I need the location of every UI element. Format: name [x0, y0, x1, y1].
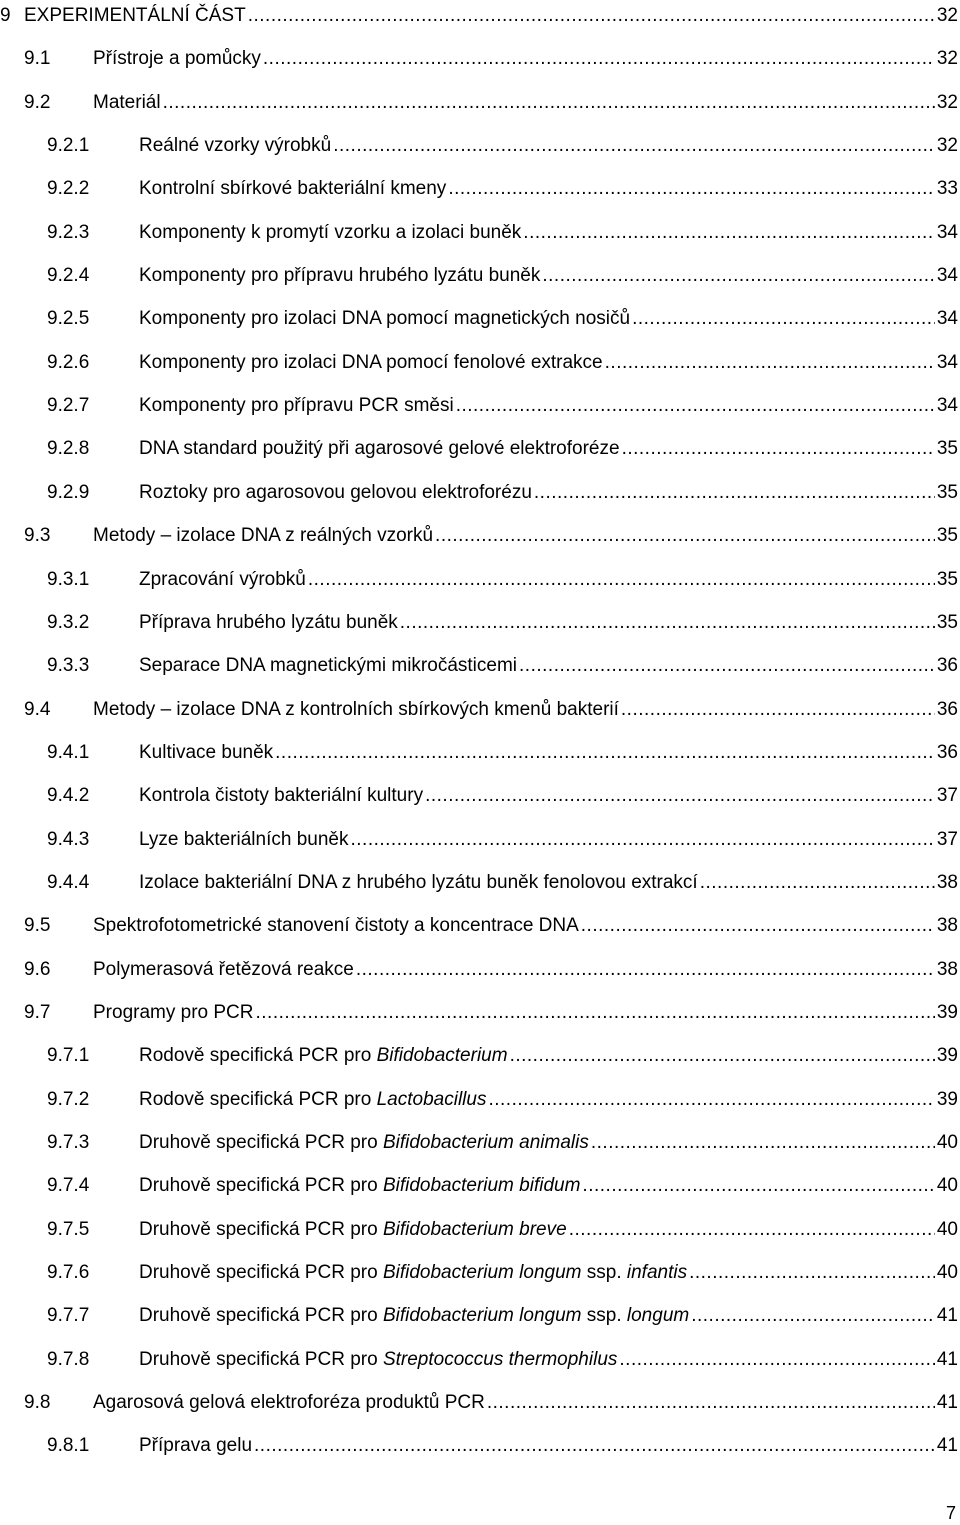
- toc-title-italic-segment: Lactobacillus: [376, 1089, 487, 1110]
- toc-entry-body: [139, 306, 958, 332]
- toc-dot-leader: [540, 263, 934, 289]
- toc-entry[interactable]: [0, 393, 958, 419]
- toc-entry-page: 37: [936, 785, 958, 806]
- toc-entry-title: [93, 957, 354, 983]
- toc-entry-number: 9.2.4: [47, 265, 90, 286]
- toc-entry-title: [139, 783, 423, 809]
- toc-title-italic-segment: Bifidobacterium longum: [382, 1262, 582, 1283]
- toc-entry-page: 41: [936, 1349, 958, 1370]
- toc-title-segment: Přístroje a pomůcky: [93, 48, 261, 69]
- toc-dot-leader: [617, 1347, 934, 1373]
- toc-entry-body: [139, 827, 958, 853]
- toc-entry-body: [139, 133, 958, 159]
- toc-title-segment: EXPERIMENTÁLNÍ ČÁST: [24, 5, 246, 26]
- toc-title-segment: Druhově specifická PCR pro: [139, 1305, 383, 1326]
- toc-entry-number: 9.7.4: [47, 1175, 90, 1196]
- toc-entry-number: 9.7.7: [47, 1305, 90, 1326]
- toc-entry[interactable]: [0, 1217, 958, 1243]
- toc-entry-number: 9.7.3: [47, 1132, 90, 1153]
- toc-entry[interactable]: [0, 176, 958, 202]
- toc-title-segment: Komponenty pro přípravu PCR směsi: [139, 395, 454, 416]
- toc-entry[interactable]: [0, 957, 958, 983]
- toc-entry-body: [139, 740, 958, 766]
- toc-dot-leader: [567, 1217, 935, 1243]
- toc-title-segment: Kontrolní sbírkové bakteriální kmeny: [139, 178, 447, 199]
- toc-entry-page: 35: [936, 525, 958, 546]
- toc-entry-number: 9.4.2: [47, 785, 90, 806]
- toc-entry-body: [139, 220, 958, 246]
- toc-entry-body: [93, 957, 958, 983]
- toc-entry-title: [93, 46, 261, 72]
- toc-entry-body: [139, 1217, 958, 1243]
- toc-entry-page: 35: [936, 438, 958, 459]
- toc-dot-leader: [532, 480, 935, 506]
- toc-entry-number: 9.3.1: [47, 569, 90, 590]
- toc-title-segment: Polymerasová řetězová reakce: [93, 959, 354, 980]
- toc-entry-page: 34: [936, 352, 958, 373]
- toc-entry[interactable]: [0, 1433, 958, 1459]
- toc-dot-leader: [580, 1173, 934, 1199]
- toc-dot-leader: [620, 436, 935, 462]
- toc-entry[interactable]: [0, 263, 958, 289]
- toc-entry[interactable]: [0, 740, 958, 766]
- toc-entry-page: 34: [936, 308, 958, 329]
- toc-title-segment: Roztoky pro agarosovou gelovou elektroforézu: [139, 482, 532, 503]
- toc-title-italic-segment: Bifidobacterium: [376, 1045, 508, 1066]
- toc-entry-body: [93, 46, 958, 72]
- toc-entry-title: [24, 3, 246, 29]
- toc-entry-body: [93, 523, 958, 549]
- toc-dot-leader: [687, 1260, 935, 1286]
- toc-entry-number: 9.8: [24, 1392, 51, 1413]
- toc-title-segment: Komponenty k promytí vzorku a izolaci buněk: [139, 222, 522, 243]
- toc-entry[interactable]: [0, 870, 958, 896]
- toc-dot-leader: [246, 3, 935, 29]
- toc-entry[interactable]: [0, 1347, 958, 1373]
- toc-entry[interactable]: [0, 1000, 958, 1026]
- toc-title-segment: Spektrofotometrické stanovení čistoty a koncentrace DNA: [93, 915, 579, 936]
- toc-entry-number: 9.2.6: [47, 352, 90, 373]
- toc-entry[interactable]: [0, 46, 958, 72]
- toc-dot-leader: [517, 653, 935, 679]
- toc-entry[interactable]: [0, 220, 958, 246]
- toc-entry-body: [139, 1433, 958, 1459]
- toc-entry-title: [139, 176, 446, 202]
- toc-title-italic-segment: Bifidobacterium bifidum: [382, 1175, 581, 1196]
- toc-dot-leader: [603, 350, 935, 376]
- toc-entry-page: 38: [936, 872, 958, 893]
- toc-entry-title: [93, 913, 579, 939]
- toc-entry-title: [139, 740, 273, 766]
- toc-entry-title: [139, 220, 521, 246]
- toc-entry-page: 33: [936, 178, 958, 199]
- toc-title-segment: Izolace bakteriální DNA z hrubého lyzátu buněk fenolovou extrakcí: [139, 872, 698, 893]
- toc-entry[interactable]: [0, 480, 958, 506]
- toc-entry-body: [93, 913, 958, 939]
- toc-title-italic-segment: infantis: [626, 1262, 688, 1283]
- toc-entry-number: 9.4.1: [47, 742, 90, 763]
- toc-entry-page: 40: [936, 1175, 958, 1196]
- toc-title-segment: Zpracování výrobků: [139, 569, 306, 590]
- toc-title-segment: DNA standard použitý při agarosové gelové elektroforéze: [139, 438, 620, 459]
- toc-entry-title: [139, 1303, 689, 1329]
- toc-entry-page: 32: [936, 92, 958, 113]
- toc-entry-number: 9.2: [24, 92, 51, 113]
- toc-entry-body: [93, 1390, 958, 1416]
- toc-entry-body: [139, 653, 958, 679]
- toc-entry-number: 9.2.8: [47, 438, 90, 459]
- toc-title-segment: Příprava gelu: [139, 1435, 253, 1456]
- toc-title-italic-segment: Bifidobacterium animalis: [382, 1132, 589, 1153]
- toc-entry-page: 39: [936, 1002, 958, 1023]
- toc-title-segment: Druhově specifická PCR pro: [139, 1262, 383, 1283]
- toc-title-segment: Kultivace buněk: [139, 742, 274, 763]
- toc-entry-body: [139, 783, 958, 809]
- toc-entry-number: 9.2.2: [47, 178, 90, 199]
- toc-entry-page: 40: [936, 1132, 958, 1153]
- toc-entry[interactable]: [0, 653, 958, 679]
- toc-entry-title: [93, 1000, 254, 1026]
- toc-title-segment: Programy pro PCR: [93, 1002, 254, 1023]
- toc-entry-number: 9.2.5: [47, 308, 90, 329]
- toc-entry-page: 37: [936, 829, 958, 850]
- toc-title-italic-segment: longum: [626, 1305, 690, 1326]
- toc-entry-number: 9.1: [24, 48, 51, 69]
- toc-entry-body: [93, 1000, 958, 1026]
- toc-title-segment: Druhově specifická PCR pro: [139, 1219, 383, 1240]
- toc-entry-body: [139, 436, 958, 462]
- toc-entry[interactable]: [0, 783, 958, 809]
- toc-dot-leader: [454, 393, 935, 419]
- toc-title-segment: Příprava hrubého lyzátu buněk: [139, 612, 398, 633]
- toc-dot-leader: [579, 913, 935, 939]
- toc-entry-body: [139, 1303, 958, 1329]
- toc-entry-title: [139, 1087, 486, 1113]
- toc-entry-page: 35: [936, 569, 958, 590]
- toc-dot-leader: [273, 740, 935, 766]
- toc-entry-title: [139, 827, 348, 853]
- toc-title-segment: Agarosová gelová elektroforéza produktů PCR: [93, 1392, 485, 1413]
- toc-dot-leader: [446, 176, 935, 202]
- toc-entry-number: 9.2.9: [47, 482, 90, 503]
- toc-dot-leader: [306, 567, 935, 593]
- toc-entry-page: 41: [936, 1435, 958, 1456]
- toc-dot-leader: [630, 306, 935, 332]
- toc-entry-title: [139, 610, 398, 636]
- toc-entry-number: 9.4.3: [47, 829, 90, 850]
- toc-entry-page: 34: [936, 265, 958, 286]
- toc-entry-page: 32: [936, 135, 958, 156]
- toc-entry-body: [93, 90, 958, 116]
- toc-entry-title: [139, 1260, 687, 1286]
- toc-entry-body: [139, 610, 958, 636]
- toc-entry-number: 9.7.8: [47, 1349, 90, 1370]
- toc-entry-body: [139, 393, 958, 419]
- toc-entry-title: [139, 133, 331, 159]
- toc-entry-title: [139, 306, 630, 332]
- toc-entry-body: [139, 176, 958, 202]
- toc-entry-body: [139, 350, 958, 376]
- toc-title-segment: Materiál: [93, 92, 161, 113]
- toc-entry-title: [93, 523, 433, 549]
- toc-entry-title: [139, 350, 603, 376]
- toc-entry-number: 9: [0, 5, 11, 26]
- toc-title-segment: Separace DNA magnetickými mikročásticemi: [139, 655, 518, 676]
- toc-entry-body: [139, 870, 958, 896]
- toc-entry-number: 9.7.2: [47, 1089, 90, 1110]
- toc-title-segment: Metody – izolace DNA z reálných vzorků: [93, 525, 434, 546]
- page-number: 7: [945, 1503, 956, 1523]
- toc-title-segment: ssp.: [581, 1305, 627, 1326]
- toc-title-italic-segment: Bifidobacterium breve: [382, 1219, 567, 1240]
- toc-entry[interactable]: [0, 1130, 958, 1156]
- toc-entry-number: 9.3: [24, 525, 51, 546]
- toc-dot-leader: [485, 1390, 935, 1416]
- toc-entry-title: [139, 263, 540, 289]
- toc-entry-page: 41: [936, 1305, 958, 1326]
- toc-entry-body: [139, 263, 958, 289]
- toc-entry[interactable]: [0, 1260, 958, 1286]
- toc-entry[interactable]: [0, 436, 958, 462]
- toc-entry-title: [139, 1043, 508, 1069]
- toc-entry-page: 39: [936, 1045, 958, 1066]
- toc-entry-title: [93, 1390, 485, 1416]
- toc-entry-page: 39: [936, 1089, 958, 1110]
- toc-title-segment: Kontrola čistoty bakteriální kultury: [139, 785, 424, 806]
- toc-entry-title: [139, 1173, 580, 1199]
- toc-entry[interactable]: [0, 610, 958, 636]
- toc-dot-leader: [433, 523, 935, 549]
- toc-entry[interactable]: [0, 133, 958, 159]
- toc-entry-number: 9.2.3: [47, 222, 90, 243]
- toc-entry-body: [139, 1043, 958, 1069]
- toc-entry-number: 9.3.2: [47, 612, 90, 633]
- toc-entry-title: [139, 1217, 567, 1243]
- toc-dot-leader: [589, 1130, 935, 1156]
- toc-entry-number: 9.5: [24, 915, 51, 936]
- toc-entry-body: [24, 3, 958, 29]
- toc-title-segment: Reálné vzorky výrobků: [139, 135, 332, 156]
- toc-dot-leader: [398, 610, 935, 636]
- toc-dot-leader: [252, 1433, 935, 1459]
- toc-entry-body: [139, 1130, 958, 1156]
- toc-entry[interactable]: [0, 306, 958, 332]
- toc-dot-leader: [354, 957, 935, 983]
- toc-title-italic-segment: Bifidobacterium longum: [382, 1305, 582, 1326]
- toc-title-segment: Rodově specifická PCR pro: [139, 1089, 377, 1110]
- toc-dot-leader: [254, 1000, 935, 1026]
- toc-entry-body: [139, 567, 958, 593]
- toc-entry-title: [139, 1130, 589, 1156]
- toc-entry[interactable]: [0, 1173, 958, 1199]
- toc-entry-page: 36: [936, 655, 958, 676]
- toc-title-segment: ssp.: [581, 1262, 627, 1283]
- toc-entry-body: [139, 1087, 958, 1113]
- toc-entry-number: 9.4: [24, 699, 51, 720]
- toc-entry-page: 35: [936, 612, 958, 633]
- toc-entry-number: 9.4.4: [47, 872, 90, 893]
- toc-entry-title: [139, 436, 620, 462]
- toc-dot-leader: [261, 46, 935, 72]
- toc-dot-leader: [521, 220, 935, 246]
- toc-entry-number: 9.7.1: [47, 1045, 90, 1066]
- toc-dot-leader: [331, 133, 935, 159]
- toc-entry-number: 9.2.1: [47, 135, 90, 156]
- toc-dot-leader: [423, 783, 935, 809]
- toc-dot-leader: [348, 827, 934, 853]
- toc-entry-title: [139, 393, 454, 419]
- toc-entry-page: 38: [936, 915, 958, 936]
- toc-entry-body: [139, 1173, 958, 1199]
- toc-title-segment: Komponenty pro přípravu hrubého lyzátu buněk: [139, 265, 541, 286]
- toc-entry[interactable]: [0, 1303, 958, 1329]
- toc-title-segment: Metody – izolace DNA z kontrolních sbírkových kmenů bakterií: [93, 699, 619, 720]
- toc-entry[interactable]: [0, 827, 958, 853]
- toc-title-segment: Druhově specifická PCR pro: [139, 1349, 383, 1370]
- toc-entry-page: 32: [936, 48, 958, 69]
- toc-title-segment: Komponenty pro izolaci DNA pomocí magnetických nosičů: [139, 308, 631, 329]
- toc-entry-title: [139, 1347, 617, 1373]
- toc-title-segment: Lyze bakteriálních buněk: [139, 829, 349, 850]
- toc-entry-number: 9.7.6: [47, 1262, 90, 1283]
- toc-entry-title: [139, 480, 532, 506]
- toc-entry-page: 34: [936, 222, 958, 243]
- toc-entry-number: 9.7: [24, 1002, 51, 1023]
- toc-entry-body: [139, 1347, 958, 1373]
- toc-entry-page: 34: [936, 395, 958, 416]
- toc-entry[interactable]: [0, 523, 958, 549]
- toc-entry-page: 36: [936, 742, 958, 763]
- toc-entry-title: [139, 870, 698, 896]
- toc-entry[interactable]: [0, 913, 958, 939]
- toc-dot-leader: [689, 1303, 935, 1329]
- toc-entry[interactable]: [0, 1043, 958, 1069]
- toc-dot-leader: [508, 1043, 935, 1069]
- toc-entry-body: [139, 480, 958, 506]
- toc-entry-number: 9.8.1: [47, 1435, 90, 1456]
- toc-entry-page: 38: [936, 959, 958, 980]
- toc-dot-leader: [619, 697, 935, 723]
- toc-title-segment: Druhově specifická PCR pro: [139, 1132, 383, 1153]
- toc-entry-number: 9.7.5: [47, 1219, 90, 1240]
- toc-entry[interactable]: [0, 697, 958, 723]
- toc-entry[interactable]: [0, 567, 958, 593]
- toc-entry-title: [139, 653, 517, 679]
- toc-entry[interactable]: [0, 350, 958, 376]
- toc-entry-number: 9.6: [24, 959, 51, 980]
- toc-entry-page: 36: [936, 699, 958, 720]
- toc-entry[interactable]: [0, 1087, 958, 1113]
- toc-title-segment: Komponenty pro izolaci DNA pomocí fenolové extrakce: [139, 352, 603, 373]
- toc-dot-leader: [161, 90, 935, 116]
- toc-entry[interactable]: [0, 90, 958, 116]
- toc-entry-page: 40: [936, 1262, 958, 1283]
- toc-entry[interactable]: [0, 3, 958, 29]
- toc-entry-body: [139, 1260, 958, 1286]
- toc-entry-page: 40: [936, 1219, 958, 1240]
- toc-entry-title: [139, 1433, 252, 1459]
- toc-entry-number: 9.3.3: [47, 655, 90, 676]
- toc-entry-title: [93, 90, 161, 116]
- toc-entry[interactable]: [0, 1390, 958, 1416]
- toc-title-segment: Rodově specifická PCR pro: [139, 1045, 377, 1066]
- toc-entry-page: 41: [936, 1392, 958, 1413]
- toc-dot-leader: [698, 870, 935, 896]
- toc-entry-page: 32: [936, 5, 958, 26]
- toc-entry-number: 9.2.7: [47, 395, 90, 416]
- toc-entry-page: 35: [936, 482, 958, 503]
- toc-dot-leader: [486, 1087, 934, 1113]
- toc-entry-title: [139, 567, 306, 593]
- toc-title-segment: Druhově specifická PCR pro: [139, 1175, 383, 1196]
- toc-entry-title: [93, 697, 619, 723]
- toc-entry-body: [93, 697, 958, 723]
- toc-title-italic-segment: Streptococcus thermophilus: [382, 1349, 618, 1370]
